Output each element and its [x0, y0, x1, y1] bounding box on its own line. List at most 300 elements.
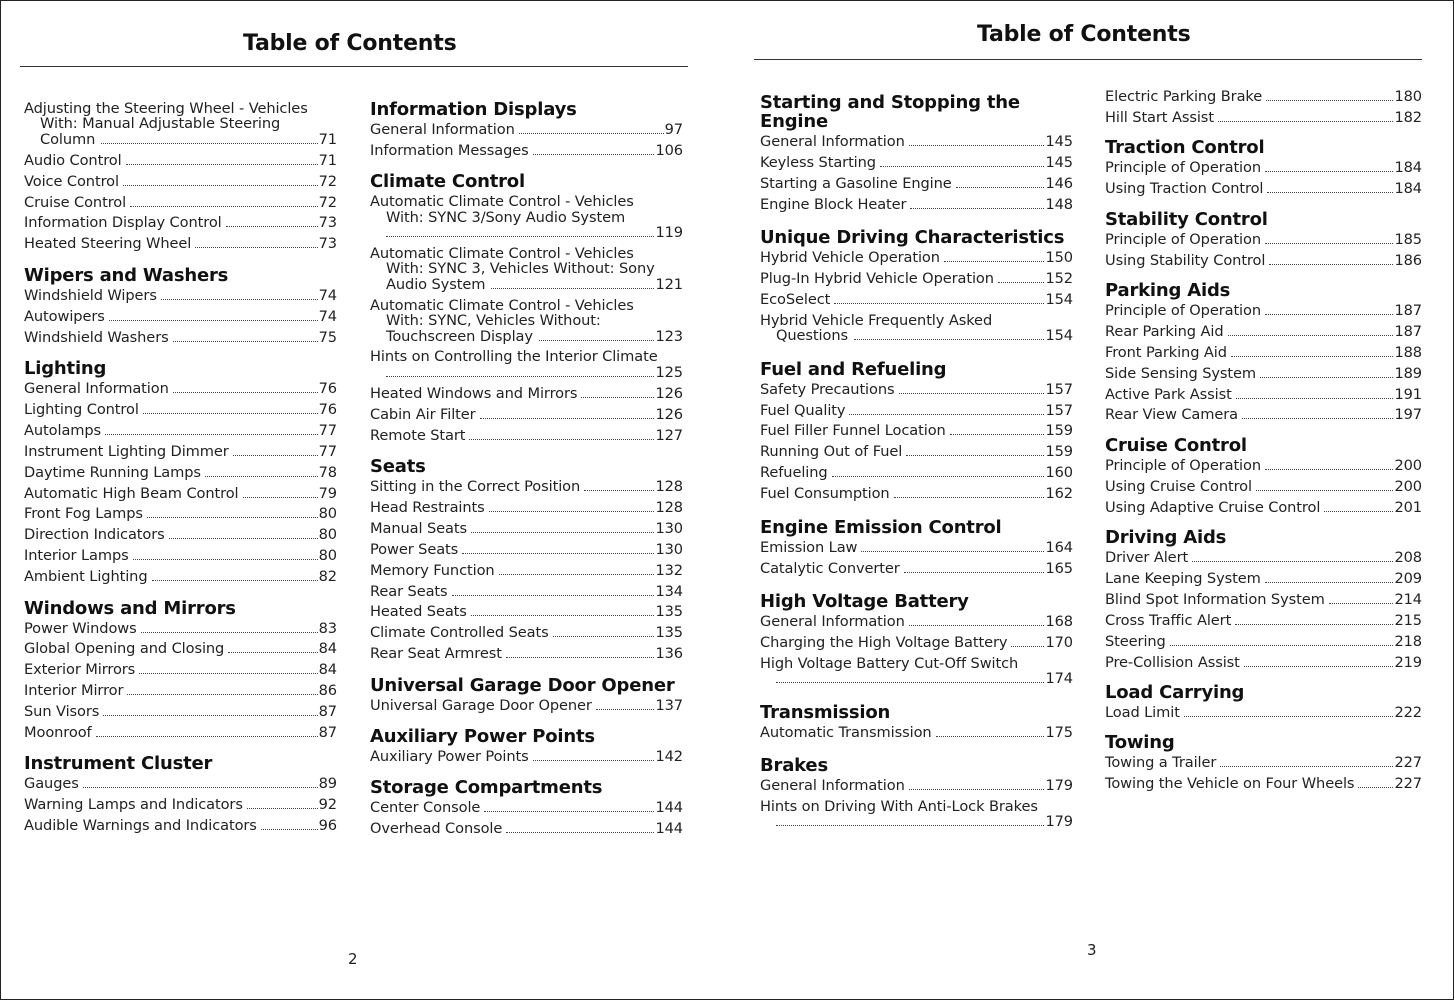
- section-heading: Wipers and Washers: [24, 264, 229, 286]
- toc-entry[interactable]: [24, 683, 337, 698]
- entry-title: Hybrid Vehicle Operation: [760, 249, 940, 267]
- toc-entry[interactable]: [370, 625, 683, 640]
- toc-entry[interactable]: [370, 800, 683, 815]
- entry-page-number: 106: [655, 141, 683, 159]
- entry-title: Automatic High Beam Control: [24, 484, 239, 502]
- toc-entry[interactable]: [760, 292, 1073, 307]
- entry-page-number: 154: [1045, 327, 1073, 345]
- toc-entry[interactable]: [760, 540, 1073, 555]
- toc-entry[interactable]: [1105, 387, 1422, 402]
- toc-entry[interactable]: [1105, 776, 1422, 791]
- dot-leader: [1265, 243, 1393, 244]
- toc-entry[interactable]: [760, 197, 1073, 212]
- toc-entry[interactable]: [24, 423, 337, 438]
- toc-entry[interactable]: [370, 122, 683, 137]
- entry-title: Refueling: [760, 464, 828, 482]
- toc-entry[interactable]: [760, 403, 1073, 418]
- dot-leader: [243, 497, 318, 498]
- section-heading: Fuel and Refueling: [760, 358, 947, 380]
- entry-page-number: 136: [655, 645, 683, 663]
- entry-title: Automatic Climate Control - Vehicles: [370, 193, 634, 211]
- entry-page-number: 142: [655, 748, 683, 766]
- toc-entry[interactable]: [370, 821, 683, 836]
- entry-page-number: 82: [318, 568, 337, 586]
- section-heading: Cruise Control: [1105, 434, 1247, 456]
- toc-entry[interactable]: [760, 271, 1073, 286]
- toc-entry[interactable]: [1105, 592, 1422, 607]
- entry-title: Rear View Camera: [1105, 406, 1238, 424]
- dot-leader: [1265, 171, 1393, 172]
- entry-title: Sun Visors: [24, 703, 100, 721]
- toc-section: [760, 756, 1073, 830]
- page-title: Table of Contents: [977, 22, 1191, 47]
- toc-section: [760, 360, 1073, 502]
- entry-title: Information Messages: [370, 141, 529, 159]
- dot-leader: [469, 439, 654, 440]
- entry-page-number: 77: [318, 421, 337, 439]
- entry-page-number: 96: [318, 817, 337, 835]
- entry-page-number: 86: [318, 682, 337, 700]
- toc-section: [1105, 528, 1422, 670]
- entry-last-line: [370, 365, 683, 380]
- dot-leader: [133, 559, 318, 560]
- entry-last-line: [370, 225, 683, 240]
- dot-leader: [1324, 511, 1393, 512]
- toc-entry[interactable]: [24, 725, 337, 740]
- toc-entry[interactable]: [24, 797, 337, 812]
- toc-entry[interactable]: [760, 444, 1073, 459]
- entry-page-number: 132: [655, 561, 683, 579]
- toc-entry[interactable]: [24, 174, 337, 189]
- right-page: [727, 0, 1454, 1000]
- entry-page-number: 75: [318, 328, 337, 346]
- entry-page-number: 162: [1045, 485, 1073, 503]
- entry-title: Power Windows: [24, 619, 137, 637]
- entry-title: Global Opening and Closing: [24, 640, 225, 658]
- entry-page-number: 188: [1394, 343, 1422, 361]
- toc-entry[interactable]: [24, 153, 337, 168]
- toc-entry[interactable]: [370, 542, 683, 557]
- toc-entry[interactable]: [370, 386, 683, 401]
- dot-leader: [1265, 314, 1393, 315]
- entry-page-number: 128: [655, 498, 683, 516]
- toc-entry[interactable]: [1105, 303, 1422, 318]
- dot-leader: [471, 615, 655, 616]
- toc-entry[interactable]: [1105, 500, 1422, 515]
- entry-title: Front Fog Lamps: [24, 505, 143, 523]
- entry-title-end: Touchscreen Display: [386, 327, 533, 345]
- toc-section: [760, 703, 1073, 740]
- toc-section: [370, 778, 683, 836]
- dot-leader: [499, 574, 655, 575]
- toc-section: [1105, 733, 1422, 791]
- entry-title: Universal Garage Door Opener: [370, 696, 592, 714]
- dot-leader: [581, 397, 654, 398]
- toc-column: [1105, 89, 1422, 797]
- entry-page-number: 127: [655, 426, 683, 444]
- dot-leader: [834, 303, 1044, 304]
- dot-leader: [1235, 624, 1393, 625]
- toc-entry[interactable]: [760, 486, 1073, 501]
- toc-entry[interactable]: [760, 778, 1073, 793]
- toc-entry[interactable]: [24, 288, 337, 303]
- toc-entry[interactable]: [24, 309, 337, 324]
- entry-page-number: 72: [318, 193, 337, 211]
- toc-entry[interactable]: [24, 195, 337, 210]
- entry-page-number: 186: [1394, 251, 1422, 269]
- toc-section: [1105, 436, 1422, 515]
- dot-leader: [489, 511, 655, 512]
- dot-leader: [1265, 469, 1393, 470]
- section-heading: Universal Garage Door Opener: [370, 674, 675, 696]
- dot-leader: [228, 652, 317, 653]
- toc-entry[interactable]: [370, 563, 683, 578]
- toc-entry[interactable]: [370, 143, 683, 158]
- dot-leader: [1269, 264, 1393, 265]
- entry-title: Audible Warnings and Indicators: [24, 817, 257, 835]
- entry-page-number: 165: [1045, 559, 1073, 577]
- entry-page-number: 180: [1394, 88, 1422, 105]
- entry-title: Manual Seats: [370, 519, 467, 537]
- section-heading: Stability Control: [1105, 208, 1268, 230]
- toc-section: [1105, 138, 1422, 196]
- toc-entry[interactable]: [760, 656, 1073, 687]
- entry-page-number: 71: [318, 130, 337, 148]
- dot-leader: [130, 206, 318, 207]
- toc-entry[interactable]: [1105, 705, 1422, 720]
- toc-entry[interactable]: [370, 246, 683, 292]
- toc-entry[interactable]: [370, 298, 683, 344]
- toc-entry[interactable]: [760, 465, 1073, 480]
- dot-leader: [480, 418, 655, 419]
- entry-last-line: [370, 277, 683, 292]
- page-number: 2: [348, 950, 358, 968]
- entry-page-number: 170: [1045, 633, 1073, 651]
- toc-section: [24, 754, 337, 833]
- toc-entry[interactable]: [370, 428, 683, 443]
- dot-leader: [1244, 666, 1394, 667]
- toc-entry[interactable]: [24, 662, 337, 677]
- entry-page-number: 222: [1394, 704, 1422, 722]
- toc-entry[interactable]: [760, 176, 1073, 191]
- entry-page-number: 73: [318, 235, 337, 253]
- entry-title: Rear Parking Aid: [1105, 322, 1224, 340]
- entry-title: Using Adaptive Cruise Control: [1105, 498, 1321, 516]
- toc-entry[interactable]: [24, 465, 337, 480]
- entry-last-line: [370, 329, 683, 344]
- dot-leader: [909, 145, 1045, 146]
- entry-title: Memory Function: [370, 561, 495, 579]
- entry-page-number: 215: [1394, 611, 1422, 629]
- toc-entry[interactable]: [1105, 479, 1422, 494]
- toc-entry[interactable]: [370, 500, 683, 515]
- entry-title: Principle of Operation: [1105, 159, 1261, 177]
- toc-entry[interactable]: [760, 561, 1073, 576]
- entry-title: Warning Lamps and Indicators: [24, 796, 243, 814]
- entry-title: Exterior Mirrors: [24, 661, 136, 679]
- toc-entry[interactable]: [24, 704, 337, 719]
- toc-entry[interactable]: [24, 381, 337, 396]
- dot-leader: [776, 825, 1044, 826]
- entry-title: Using Stability Control: [1105, 251, 1266, 269]
- entry-page-number: 144: [655, 820, 683, 838]
- entry-title: Rear Seats: [370, 582, 448, 600]
- dot-leader: [1236, 398, 1394, 399]
- toc-section: [760, 592, 1073, 687]
- entry-title: Head Restraints: [370, 498, 485, 516]
- dot-leader: [533, 760, 655, 761]
- dot-leader: [956, 187, 1045, 188]
- toc-entry[interactable]: [1105, 613, 1422, 628]
- entry-page-number: 157: [1045, 380, 1073, 398]
- toc-section: [760, 228, 1073, 344]
- title-rule: [754, 59, 1422, 60]
- dot-leader: [906, 455, 1044, 456]
- toc-entry[interactable]: [1105, 160, 1422, 175]
- toc-entry[interactable]: [1105, 366, 1422, 381]
- toc-column: [24, 101, 337, 839]
- entry-page-number: 123: [655, 327, 683, 345]
- toc-entry[interactable]: [24, 776, 337, 791]
- toc-entry[interactable]: [1105, 655, 1422, 670]
- toc-entry[interactable]: [1105, 324, 1422, 339]
- toc-entry[interactable]: [1105, 232, 1422, 247]
- entry-title: Load Limit: [1105, 704, 1180, 722]
- entry-page-number: 84: [318, 640, 337, 658]
- entry-page-number: 80: [318, 505, 337, 523]
- toc-entry[interactable]: [24, 101, 337, 147]
- dot-leader: [161, 299, 318, 300]
- dot-leader: [141, 632, 318, 633]
- section-heading: Traction Control: [1105, 137, 1265, 159]
- entry-title: Automatic Climate Control - Vehicles: [370, 296, 634, 314]
- section-heading: Instrument Cluster: [24, 753, 213, 775]
- dot-leader: [1267, 192, 1393, 193]
- toc-section: [1105, 210, 1422, 268]
- entry-page-number: 128: [655, 478, 683, 495]
- toc-entry[interactable]: [1105, 89, 1422, 104]
- toc-entry[interactable]: [370, 407, 683, 422]
- toc-entry[interactable]: [370, 584, 683, 599]
- toc-section: [370, 100, 683, 158]
- entry-page-number: 137: [655, 696, 683, 714]
- toc-entry[interactable]: [370, 194, 683, 240]
- entry-title: Catalytic Converter: [760, 559, 900, 577]
- entry-page-number: 214: [1394, 590, 1422, 608]
- entry-title: Using Cruise Control: [1105, 477, 1252, 495]
- toc-entry[interactable]: [370, 521, 683, 536]
- entry-page-number: 208: [1394, 549, 1422, 567]
- dot-leader: [386, 236, 654, 237]
- dot-leader: [247, 808, 318, 809]
- entry-page-number: 200: [1394, 456, 1422, 474]
- entry-page-number: 174: [1045, 670, 1073, 688]
- entry-title: Heated Windows and Mirrors: [370, 384, 578, 402]
- toc-entry[interactable]: [24, 215, 337, 230]
- entry-page-number: 179: [1045, 813, 1073, 831]
- toc-entry[interactable]: [24, 621, 337, 636]
- toc-entry[interactable]: [24, 506, 337, 521]
- toc-entry[interactable]: [1105, 253, 1422, 268]
- dot-leader: [205, 476, 318, 477]
- toc-entry[interactable]: [24, 569, 337, 584]
- entry-title: Hints on Controlling the Interior Climate: [370, 348, 658, 366]
- entry-title: Hill Start Assist: [1105, 108, 1214, 126]
- entry-title: Automatic Transmission: [760, 723, 932, 741]
- toc-entry[interactable]: [24, 527, 337, 542]
- section-heading: Storage Compartments: [370, 777, 603, 799]
- section-heading: Towing: [1105, 732, 1175, 754]
- entry-title-end: Questions: [776, 327, 848, 345]
- entry-title: Keyless Starting: [760, 153, 876, 171]
- entry-title: High Voltage Battery Cut-Off Switch: [760, 654, 1019, 672]
- toc-entry[interactable]: [1105, 458, 1422, 473]
- toc-entry[interactable]: [24, 330, 337, 345]
- toc-entry[interactable]: [24, 486, 337, 501]
- entry-page-number: 219: [1394, 653, 1422, 671]
- entry-title: Power Seats: [370, 540, 459, 558]
- dot-leader: [899, 393, 1045, 394]
- dot-leader: [1260, 377, 1393, 378]
- toc-section: [1105, 683, 1422, 720]
- entry-title: Autowipers: [24, 307, 105, 325]
- toc-entry[interactable]: [370, 749, 683, 764]
- toc-entry[interactable]: [760, 250, 1073, 265]
- toc-section: [370, 727, 683, 764]
- toc-section: [760, 518, 1073, 576]
- entry-page-number: 76: [318, 379, 337, 397]
- entry-page-number: 150: [1045, 249, 1073, 267]
- dot-leader: [998, 282, 1045, 283]
- entry-title: Audio Control: [24, 151, 122, 169]
- dot-leader: [123, 185, 318, 186]
- dot-leader: [105, 434, 318, 435]
- dot-leader: [1265, 582, 1394, 583]
- toc-entry[interactable]: [760, 313, 1073, 344]
- toc-entry[interactable]: [24, 548, 337, 563]
- toc-entry[interactable]: [24, 402, 337, 417]
- entry-page-number: 185: [1394, 230, 1422, 248]
- dot-leader: [880, 166, 1044, 167]
- dot-leader: [1358, 787, 1393, 788]
- toc-entry[interactable]: [1105, 550, 1422, 565]
- toc-entry[interactable]: [760, 423, 1073, 438]
- toc-entry[interactable]: [760, 799, 1073, 830]
- dot-leader: [909, 625, 1045, 626]
- entry-title: General Information: [760, 133, 905, 150]
- dot-leader: [1218, 121, 1394, 122]
- toc-entry[interactable]: [370, 698, 683, 713]
- toc-entry[interactable]: [1105, 571, 1422, 586]
- toc-entry[interactable]: [1105, 755, 1422, 770]
- entry-last-line: [760, 671, 1073, 686]
- dot-leader: [143, 413, 318, 414]
- entry-page-number: 73: [318, 214, 337, 232]
- toc-entry[interactable]: [1105, 345, 1422, 360]
- entry-page-number: 80: [318, 547, 337, 565]
- entry-title: General Information: [760, 776, 905, 794]
- dot-leader: [909, 789, 1045, 790]
- entry-page-number: 146: [1045, 174, 1073, 192]
- entry-page-number: 71: [318, 151, 337, 169]
- toc-entry[interactable]: [760, 635, 1073, 650]
- entry-page-number: 135: [655, 603, 683, 621]
- toc-entry[interactable]: [1105, 181, 1422, 196]
- toc-entry[interactable]: [760, 725, 1073, 740]
- section-heading: Windows and Mirrors: [24, 597, 236, 619]
- entry-page-number: 152: [1045, 270, 1073, 288]
- entry-title: Cross Traffic Alert: [1105, 611, 1232, 629]
- section-heading: Seats: [370, 456, 426, 477]
- toc-entry[interactable]: [370, 479, 683, 494]
- entry-title: Center Console: [370, 799, 481, 817]
- toc-entry[interactable]: [370, 604, 683, 619]
- section-heading: High Voltage Battery: [760, 590, 969, 612]
- toc-section: [1105, 281, 1422, 423]
- toc-entry[interactable]: [24, 444, 337, 459]
- entry-title: Climate Controlled Seats: [370, 624, 549, 642]
- entry-page-number: 201: [1394, 498, 1422, 516]
- toc-entry[interactable]: [370, 646, 683, 661]
- entry-page-number: 227: [1394, 754, 1422, 772]
- dot-leader: [462, 553, 654, 554]
- entry-page-number: 97: [664, 121, 683, 138]
- entry-page-number: 159: [1045, 443, 1073, 461]
- toc-entry[interactable]: [1105, 110, 1422, 125]
- title-rule: [20, 66, 688, 67]
- toc-entry[interactable]: [24, 236, 337, 251]
- dot-leader: [1192, 561, 1393, 562]
- toc-entry[interactable]: [1105, 407, 1422, 422]
- toc-entry[interactable]: [24, 641, 337, 656]
- entry-title: Autolamps: [24, 421, 102, 439]
- entry-title: Sitting in the Correct Position: [370, 478, 581, 495]
- entry-page-number: 72: [318, 172, 337, 190]
- entry-page-number: 74: [318, 286, 337, 304]
- entry-title: Safety Precautions: [760, 380, 895, 398]
- entry-page-number: 126: [655, 384, 683, 402]
- entry-title: Front Parking Aid: [1105, 343, 1227, 361]
- entry-title: Direction Indicators: [24, 526, 165, 544]
- toc-entry[interactable]: [1105, 634, 1422, 649]
- entry-title: Interior Lamps: [24, 547, 129, 565]
- entry-title: Information Display Control: [24, 214, 222, 232]
- toc-entry[interactable]: [24, 818, 337, 833]
- entry-title: Blind Spot Information System: [1105, 590, 1325, 608]
- entry-title: Starting a Gasoline Engine: [760, 174, 952, 192]
- toc-entry[interactable]: [760, 134, 1073, 149]
- toc-entry[interactable]: [760, 382, 1073, 397]
- entry-title: EcoSelect: [760, 290, 831, 308]
- entry-title: Fuel Filler Funnel Location: [760, 422, 946, 440]
- entry-title: Lane Keeping System: [1105, 570, 1261, 587]
- entry-title: Automatic Climate Control - Vehicles: [370, 245, 634, 263]
- section-heading: Starting and Stopping the Engine: [760, 92, 1020, 132]
- dot-leader: [233, 455, 318, 456]
- entry-page-number: 76: [318, 400, 337, 418]
- dot-leader: [491, 288, 654, 289]
- dot-leader: [101, 143, 317, 144]
- entry-title-continued: With: Manual Adjustable Steering: [40, 115, 281, 133]
- toc-entry[interactable]: [760, 614, 1073, 629]
- entry-page-number: 119: [655, 224, 683, 242]
- dot-leader: [173, 341, 318, 342]
- dot-leader: [83, 787, 318, 788]
- entry-page-number: 83: [318, 619, 337, 637]
- toc-entry[interactable]: [760, 155, 1073, 170]
- toc-entry[interactable]: [370, 349, 683, 380]
- entry-title: General Information: [370, 121, 515, 138]
